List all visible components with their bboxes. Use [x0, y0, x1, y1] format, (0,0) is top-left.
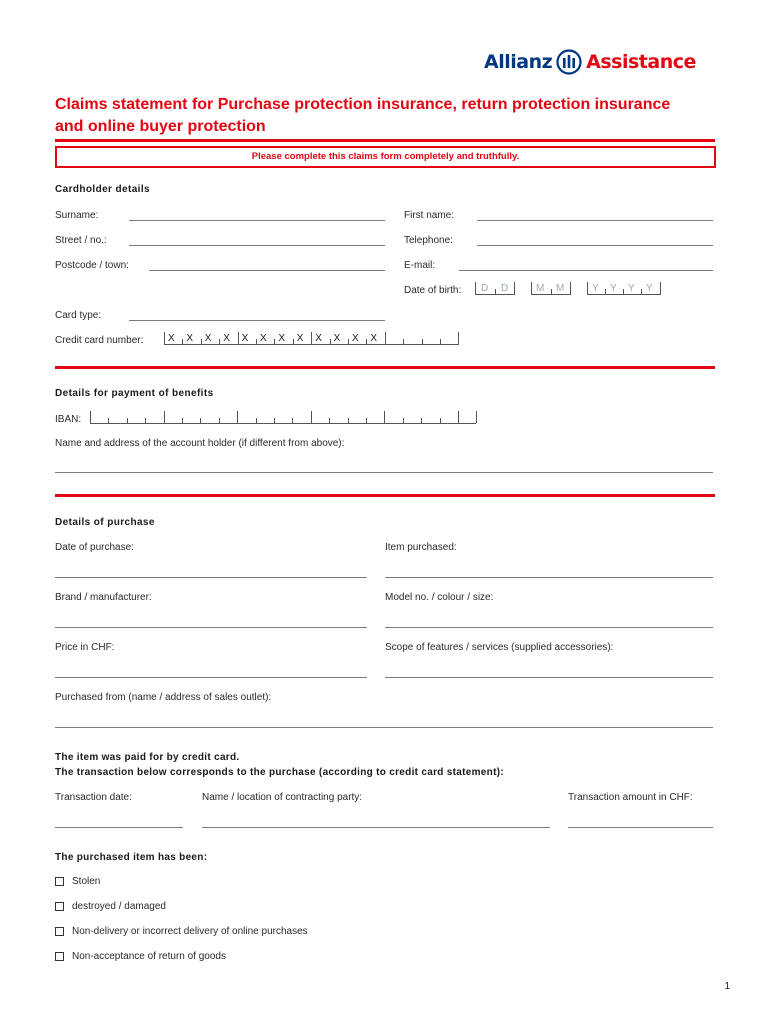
scope-field[interactable] — [385, 677, 713, 678]
purchased-from-field[interactable] — [55, 727, 713, 728]
card-type-field[interactable] — [129, 320, 385, 321]
street-field[interactable] — [129, 245, 385, 246]
status-heading: The purchased item has been: — [55, 852, 208, 863]
tick — [182, 339, 183, 344]
purchased-from-label: Purchased from (name / address of sales outlet): — [55, 692, 272, 703]
tick — [623, 289, 624, 294]
tick — [90, 411, 91, 423]
email-label: E-mail: — [404, 260, 436, 271]
tick — [605, 289, 606, 294]
checkbox[interactable] — [55, 927, 64, 936]
tick — [587, 282, 588, 294]
tick — [475, 282, 476, 294]
option-non-acceptance[interactable] — [55, 951, 226, 962]
payment-heading: Details for payment of benefits — [55, 388, 214, 399]
option-label: Stolen — [72, 876, 101, 887]
card-digit-mask: X — [223, 333, 230, 344]
dob-year-placeholder: Y — [610, 283, 617, 294]
checkbox[interactable] — [55, 902, 64, 911]
option-non-delivery[interactable] — [55, 926, 308, 937]
tick — [274, 418, 275, 423]
section-divider — [55, 366, 715, 369]
tick — [256, 339, 257, 344]
option-stolen[interactable] — [55, 876, 100, 887]
card-digit-mask: X — [204, 333, 212, 344]
tick — [127, 418, 128, 423]
surname-label: Surname: — [55, 210, 99, 221]
tick — [201, 339, 202, 344]
iban-label: IBAN: — [55, 414, 82, 425]
model-label: Model no. / colour / size: — [385, 592, 494, 603]
tick — [311, 411, 312, 423]
tick — [182, 418, 183, 423]
card-digit-mask: X — [260, 333, 267, 344]
account-holder-label: Name and address of the account holder (if different from above): — [55, 438, 345, 449]
scope-label: Scope of features / services (supplied accessories): — [385, 642, 614, 653]
tick — [495, 289, 496, 294]
completion-notice: Please complete this claims form completely and truthfully. — [55, 146, 716, 168]
form-title: Claims statement for Purchase protection insurance, return protection insurance and online buyer protection — [55, 96, 671, 135]
brand-field[interactable] — [55, 627, 367, 628]
dob-year-placeholder: Y — [592, 283, 599, 294]
section-divider — [55, 494, 715, 497]
brand-name-right: Assistance — [586, 51, 696, 73]
dob-label: Date of birth: — [404, 285, 462, 296]
checkbox[interactable] — [55, 877, 64, 886]
tick — [348, 418, 349, 423]
transaction-date-label: Transaction date: — [55, 792, 132, 803]
tick — [403, 418, 404, 423]
title-divider — [55, 139, 715, 142]
card-digit-mask: X — [186, 333, 194, 344]
tick — [311, 332, 312, 344]
email-field[interactable] — [459, 270, 713, 271]
tick — [514, 282, 515, 294]
dob-month-field[interactable] — [531, 283, 571, 295]
contracting-party-label: Name / location of contracting party: — [202, 792, 363, 803]
tick — [440, 418, 441, 423]
card-digit-mask: X — [352, 333, 359, 344]
date-of-purchase-field[interactable] — [55, 577, 367, 578]
tick — [458, 332, 459, 344]
tick — [145, 418, 146, 423]
checkbox[interactable] — [55, 952, 64, 961]
item-purchased-field[interactable] — [385, 577, 713, 578]
tick — [238, 332, 239, 344]
tick — [108, 418, 109, 423]
card-digit-mask: X — [168, 333, 175, 344]
contracting-party-field[interactable] — [202, 827, 550, 828]
card-type-label: Card type: — [55, 310, 102, 321]
allianz-assistance-logo — [484, 47, 716, 77]
dob-day-placeholder: D — [481, 283, 489, 294]
dob-month-placeholder: M — [556, 283, 565, 294]
option-destroyed[interactable] — [55, 901, 166, 912]
card-digit-mask: X — [278, 333, 286, 344]
tick — [256, 418, 257, 423]
first-name-field[interactable] — [477, 220, 713, 221]
credit-card-statement-1: The item was paid for by credit card. — [55, 752, 240, 763]
tick — [237, 411, 238, 423]
first-name-label: First name: — [404, 210, 455, 221]
card-digit-mask: X — [370, 333, 378, 344]
dob-year-placeholder: Y — [628, 283, 635, 294]
transaction-amount-field[interactable] — [568, 827, 713, 828]
price-field[interactable] — [55, 677, 367, 678]
model-field[interactable] — [385, 627, 713, 628]
postcode-label: Postcode / town: — [55, 260, 129, 271]
tick — [219, 418, 220, 423]
dob-day-field[interactable] — [475, 283, 515, 295]
option-label: Non-delivery or incorrect delivery of online purchases — [72, 926, 308, 937]
tick — [421, 418, 422, 423]
option-label: Non-acceptance of return of goods — [72, 951, 226, 962]
item-purchased-label: Item purchased: — [385, 542, 457, 553]
tick — [200, 418, 201, 423]
telephone-field[interactable] — [477, 245, 713, 246]
card-digit-mask: X — [241, 333, 249, 344]
dob-day-placeholder: D — [501, 283, 509, 294]
purchase-heading: Details of purchase — [55, 517, 155, 528]
price-label: Price in CHF: — [55, 642, 115, 653]
dob-month-placeholder: M — [536, 283, 545, 294]
tick — [384, 411, 385, 423]
tick — [292, 418, 293, 423]
tick — [440, 339, 441, 344]
page-number: 1 — [724, 981, 730, 992]
brand-label: Brand / manufacturer: — [55, 592, 152, 603]
tick — [164, 332, 165, 344]
tick — [660, 282, 661, 294]
cardholder-heading: Cardholder details — [55, 184, 150, 195]
card-number-field[interactable] — [164, 333, 459, 345]
tick — [293, 339, 294, 344]
tick — [219, 339, 220, 344]
transaction-date-field[interactable] — [55, 827, 183, 828]
credit-card-statement-2: The transaction below corresponds to the purchase (according to credit card statement): — [55, 767, 504, 778]
tick — [385, 332, 386, 344]
tick — [570, 282, 571, 294]
tick — [641, 289, 642, 294]
tick — [330, 339, 331, 344]
tick — [366, 418, 367, 423]
street-label: Street / no.: — [55, 235, 107, 246]
dob-year-placeholder: Y — [646, 283, 653, 294]
tick — [531, 282, 532, 294]
tick — [274, 339, 275, 344]
card-number-label: Credit card number: — [55, 335, 144, 346]
tick — [366, 339, 367, 344]
date-of-purchase-label: Date of purchase: — [55, 542, 134, 553]
dob-year-field[interactable] — [587, 283, 661, 295]
allianz-eagle-icon — [556, 49, 582, 75]
surname-field[interactable] — [129, 220, 385, 221]
tick — [476, 411, 477, 423]
iban-field[interactable] — [90, 412, 476, 424]
tick — [403, 339, 404, 344]
tick — [164, 411, 165, 423]
account-holder-field[interactable] — [55, 472, 713, 473]
telephone-label: Telephone: — [404, 235, 453, 246]
tick — [551, 289, 552, 294]
tick — [422, 339, 423, 344]
card-digit-mask: X — [315, 333, 322, 344]
brand-name-left: Allianz — [484, 51, 553, 73]
transaction-amount-label: Transaction amount in CHF: — [568, 792, 693, 803]
option-label: destroyed / damaged — [72, 901, 166, 912]
tick — [458, 411, 459, 423]
tick — [329, 418, 330, 423]
card-digit-mask: X — [296, 333, 304, 344]
postcode-field[interactable] — [149, 270, 385, 271]
tick — [348, 339, 349, 344]
card-digit-mask: X — [333, 333, 341, 344]
